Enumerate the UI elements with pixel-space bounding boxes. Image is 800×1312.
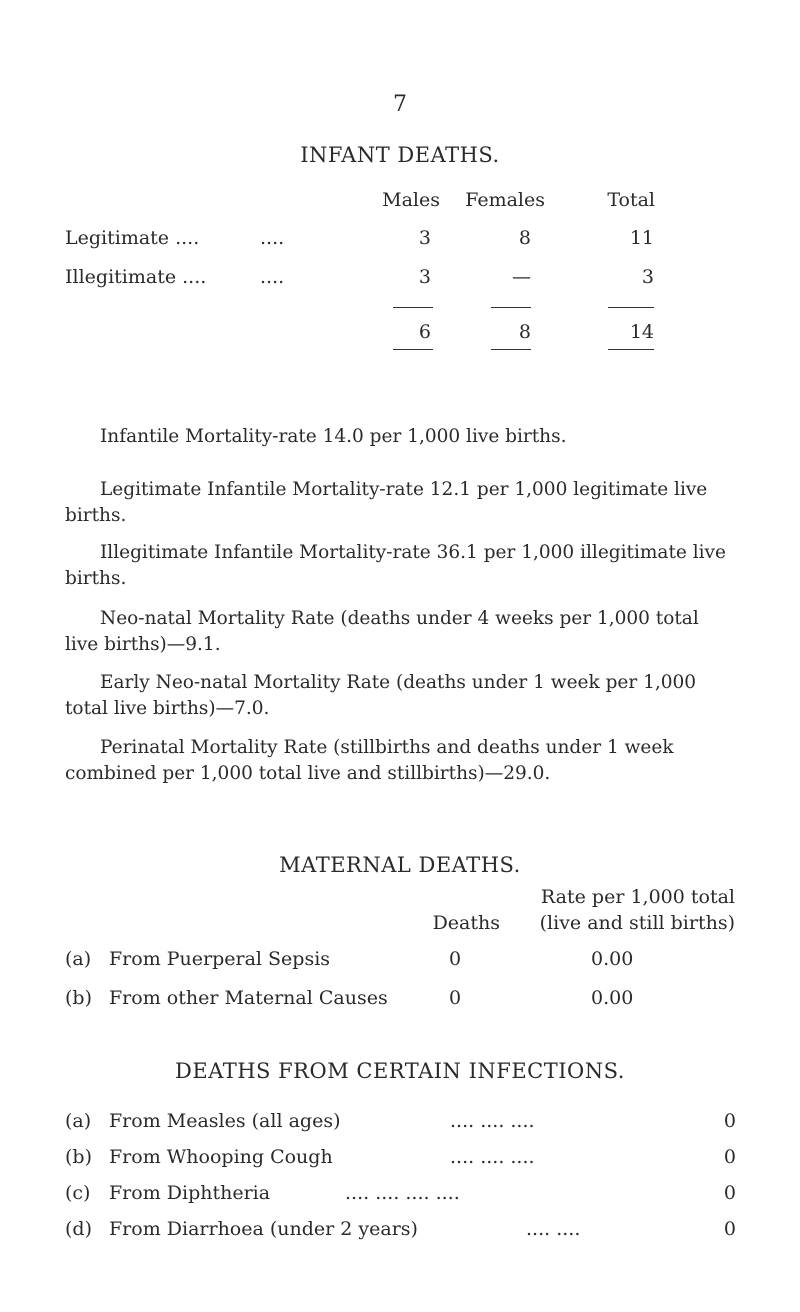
subtotal-rule bbox=[608, 307, 654, 308]
cell-deaths: 0 bbox=[449, 987, 462, 1009]
cell-value: 0 bbox=[723, 1146, 736, 1168]
cell-value: 0 bbox=[723, 1218, 736, 1240]
mortality-paragraph: Legitimate Infantile Mortality-rate 12.1 per 1,000 legitimate live births. bbox=[65, 479, 708, 526]
cell-males: 3 bbox=[418, 266, 431, 288]
row-label: From Diphtheria bbox=[109, 1182, 271, 1204]
row-marker: (c) bbox=[65, 1182, 91, 1204]
subtotal-rule bbox=[393, 307, 433, 308]
maternal-deaths-heading: MATERNAL DEATHS. bbox=[279, 853, 521, 877]
mortality-paragraph: Early Neo-natal Mortality Rate (deaths under 1 week per 1,000 total live births)—7.0. bbox=[65, 672, 697, 719]
column-header-females: Females bbox=[465, 189, 545, 211]
total-rule bbox=[393, 349, 433, 350]
mortality-paragraph: Infantile Mortality-rate 14.0 per 1,000 live births. bbox=[100, 426, 567, 447]
row-label: From Measles (all ages) bbox=[109, 1110, 341, 1132]
row-marker: (b) bbox=[65, 987, 92, 1009]
total-total: 14 bbox=[629, 321, 654, 343]
infant-deaths-heading: INFANT DEATHS. bbox=[300, 143, 500, 167]
cell-total: 3 bbox=[641, 266, 654, 288]
page-number: 7 bbox=[393, 92, 407, 117]
row-label: Legitimate .... bbox=[65, 227, 200, 249]
row-label: From other Maternal Causes bbox=[109, 987, 388, 1009]
leader-dots: .... bbox=[260, 227, 285, 249]
cell-total: 11 bbox=[629, 227, 654, 249]
total-males: 6 bbox=[418, 321, 431, 343]
mortality-paragraph: Neo-natal Mortality Rate (deaths under 4 weeks per 1,000 total live births)—9.1. bbox=[65, 608, 699, 655]
row-marker: (d) bbox=[65, 1218, 92, 1240]
row-marker: (b) bbox=[65, 1146, 92, 1168]
row-marker: (a) bbox=[65, 948, 92, 970]
infection-deaths-heading: DEATHS FROM CERTAIN INFECTIONS. bbox=[175, 1059, 625, 1083]
subtotal-rule bbox=[491, 307, 531, 308]
total-females: 8 bbox=[518, 321, 531, 343]
row-label: From Diarrhoea (under 2 years) bbox=[109, 1218, 418, 1240]
column-header-males: Males bbox=[382, 189, 440, 211]
cell-females: — bbox=[512, 266, 531, 288]
row-label: Illegitimate .... bbox=[65, 266, 207, 288]
leader-dots: .... .... .... bbox=[450, 1110, 535, 1132]
mortality-paragraph: Perinatal Mortality Rate (stillbirths and deaths under 1 week combined per 1,000 total live and stillbirths)—29.0. bbox=[65, 737, 674, 784]
total-rule bbox=[608, 349, 654, 350]
column-header-rate-line2: (live and still births) bbox=[539, 912, 735, 934]
cell-females: 8 bbox=[518, 227, 531, 249]
mortality-paragraph: Illegitimate Infantile Mortality-rate 36.1 per 1,000 illegitimate live births. bbox=[65, 542, 726, 589]
cell-value: 0 bbox=[723, 1182, 736, 1204]
cell-males: 3 bbox=[418, 227, 431, 249]
column-header-total: Total bbox=[607, 189, 655, 211]
column-header-rate-line1: Rate per 1,000 total bbox=[540, 886, 735, 908]
row-label: From Puerperal Sepsis bbox=[109, 948, 331, 970]
column-header-deaths: Deaths bbox=[432, 912, 500, 934]
leader-dots: .... .... .... .... bbox=[345, 1182, 460, 1204]
cell-value: 0 bbox=[723, 1110, 736, 1132]
total-rule bbox=[491, 349, 531, 350]
cell-rate: 0.00 bbox=[591, 987, 634, 1009]
row-label: From Whooping Cough bbox=[109, 1146, 333, 1168]
leader-dots: .... bbox=[260, 266, 285, 288]
leader-dots: .... .... .... bbox=[450, 1146, 535, 1168]
leader-dots: .... .... bbox=[526, 1218, 581, 1240]
cell-rate: 0.00 bbox=[591, 948, 634, 970]
row-marker: (a) bbox=[65, 1110, 92, 1132]
cell-deaths: 0 bbox=[449, 948, 462, 970]
